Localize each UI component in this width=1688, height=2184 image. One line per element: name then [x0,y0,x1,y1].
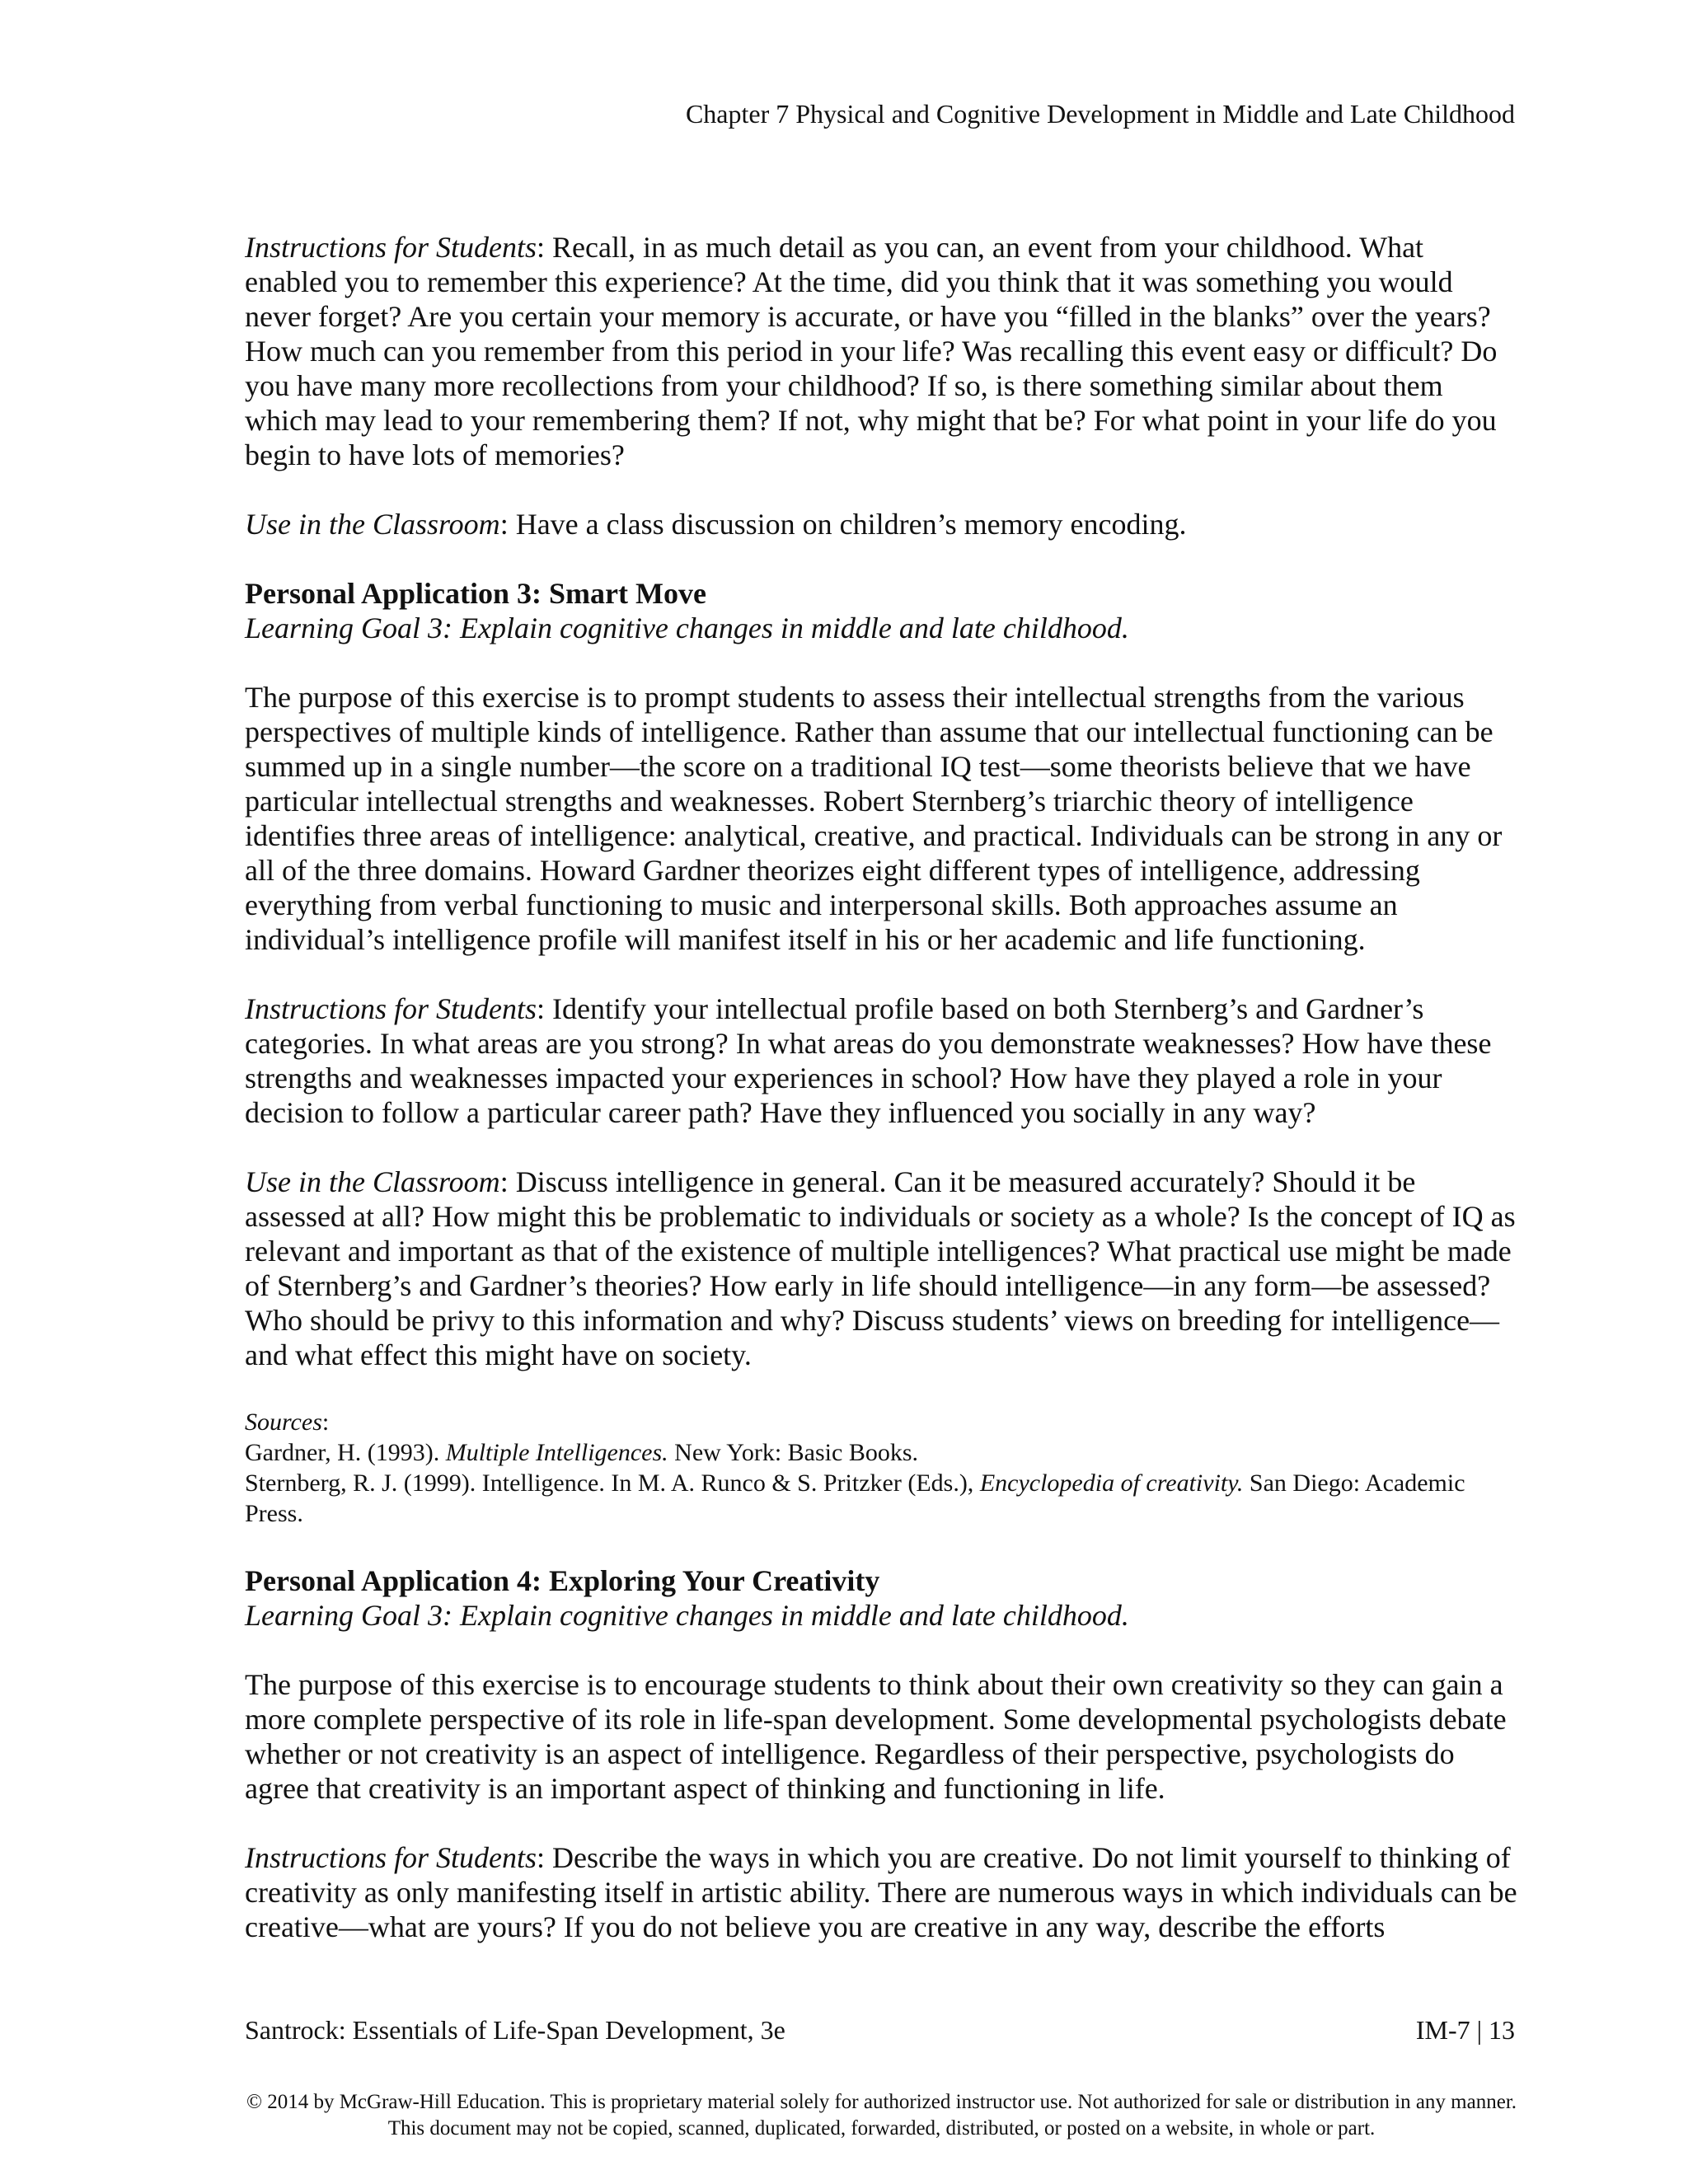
application-3-learning-goal: Learning Goal 3: Explain cognitive changes in middle and late childhood. [245,612,1129,644]
classroom-text: : Discuss intelligence in general. Can it be measured accurately? Should it be assessed at all? How might this be problematic to individuals or society as a whole? Is the concept of IQ as relevant and important as that of the existence of multiple intelligences? What practical use might be made of Sternberg’s and Gardner’s theories? How early in life should intelligence—in any form—be assessed? Who should be privy to this information and why? Discuss students’ views on breeding for intelligence—and what effect this might have on society. [245,1165,1516,1371]
source-gardner-author: Gardner, H. (1993). [245,1439,446,1466]
instructions-label: Instructions for Students [245,992,537,1025]
instructions-label: Instructions for Students [245,1841,537,1874]
source-sternberg-author: Sternberg, R. J. (1999). Intelligence. In M. A. Runco & S. Pritzker (Eds.), [245,1469,980,1497]
sources-label: Sources [245,1408,322,1436]
classroom-paragraph-2 [245,507,1518,541]
classroom-label: Use in the Classroom [245,508,500,541]
application-4-purpose: The purpose of this exercise is to encourage students to think about their own creativity so they can gain a more complete perspective of its role in life-span development. Some developmental psychologists debate whether or not creativity is an aspect of intelligence. Regardless of their perspective, psychologists do agree that creativity is an important aspect of thinking and functioning in life. [245,1668,1507,1805]
application-3-purpose: The purpose of this exercise is to prompt students to assess their intellectual strengths from the various perspectives of multiple kinds of intelligence. Rather than assume that our intellectual functioning can be summed up in a single number—the score on a traditional IQ test—some theorists believe that we have particular intellectual strengths and weaknesses. Robert Sternberg’s triarchic theory of intelligence identifies three areas of intelligence: analytical, creative, and practical. Individuals can be strong in any or all of the three domains. Howard Gardner theorizes eight different types of intelligence, addressing everything from verbal functioning to music and interpersonal skills. Both approaches assume an individual’s intelligence profile will manifest itself in his or her academic and life functioning. [245,681,1503,956]
source-sternberg-title: Encyclopedia of creativity. [979,1469,1244,1497]
instructions-label: Instructions for Students [245,231,537,264]
source-sternberg-publisher: San Diego: Academic Press. [245,1469,1465,1527]
page-body [245,230,1518,1944]
instructions-text: : Recall, in as much detail as you can, an event from your childhood. What enabled you to remember this experience? At the time, did you think that it was something you would never forget? Are you certain your memory is accurate, or have you “filled in the blanks” over the years? How much can you remember from this period in your life? Was recalling this event easy or difficult? Do you have many more recollections from your childhood? If so, is there something similar about them which may lead to your remembering them? If not, why might that be? For what point in your life do you begin to have lots of memories? [245,231,1498,471]
sources-label-line [245,1407,1518,1437]
application-4-heading: Personal Application 4: Exploring Your Creativity [245,1564,880,1597]
application-3-heading: Personal Application 3: Smart Move [245,577,706,610]
instructions-paragraph-2 [245,230,1518,472]
source-gardner-title: Multiple Intelligences. [445,1439,668,1466]
footer-book-title: Santrock: Essentials of Life-Span Development, 3e [245,2015,785,2045]
instructions-paragraph-3 [245,991,1518,1130]
application-4-learning-goal: Learning Goal 3: Explain cognitive changes in middle and late childhood. [245,1599,1129,1632]
footer-page-number: IM-7 | 13 [1415,2015,1515,2045]
classroom-label: Use in the Classroom [245,1165,500,1198]
sources-block [245,1407,1518,1529]
classroom-text: : Have a class discussion on children’s memory encoding. [499,508,1187,541]
source-gardner-publisher: New York: Basic Books. [668,1439,919,1466]
chapter-header: Chapter 7 Physical and Cognitive Development in Middle and Late Childhood [685,99,1515,129]
classroom-paragraph-3 [245,1165,1518,1372]
sources-colon: : [321,1408,330,1436]
instructions-paragraph-4 [245,1840,1518,1944]
copyright-notice: © 2014 by McGraw-Hill Education. This is proprietary material solely for authorized instructor use. Not authorized for sale or distribution in any manner. This document may not be copied, scanned, duplicated, forwarded, distributed, or posted on a website, in whole or part. [246,2091,1517,2139]
instructions-text: : Identify your intellectual profile based on both Sternberg’s and Gardner’s categories. In what areas are you strong? In what areas do you demonstrate weaknesses? How have these strengths and weaknesses impacted your experiences in school? How have they played a role in your decision to follow a particular career path? Have they influenced you socially in any way? [245,992,1492,1129]
source-sternberg [245,1468,1518,1529]
instructions-text: : Describe the ways in which you are creative. Do not limit yourself to thinking of creativity as only manifesting itself in artistic ability. There are numerous ways in which individuals can be creative—what are yours? If you do not believe you are creative in any way, describe the efforts [245,1841,1517,1943]
source-gardner [245,1437,1518,1468]
